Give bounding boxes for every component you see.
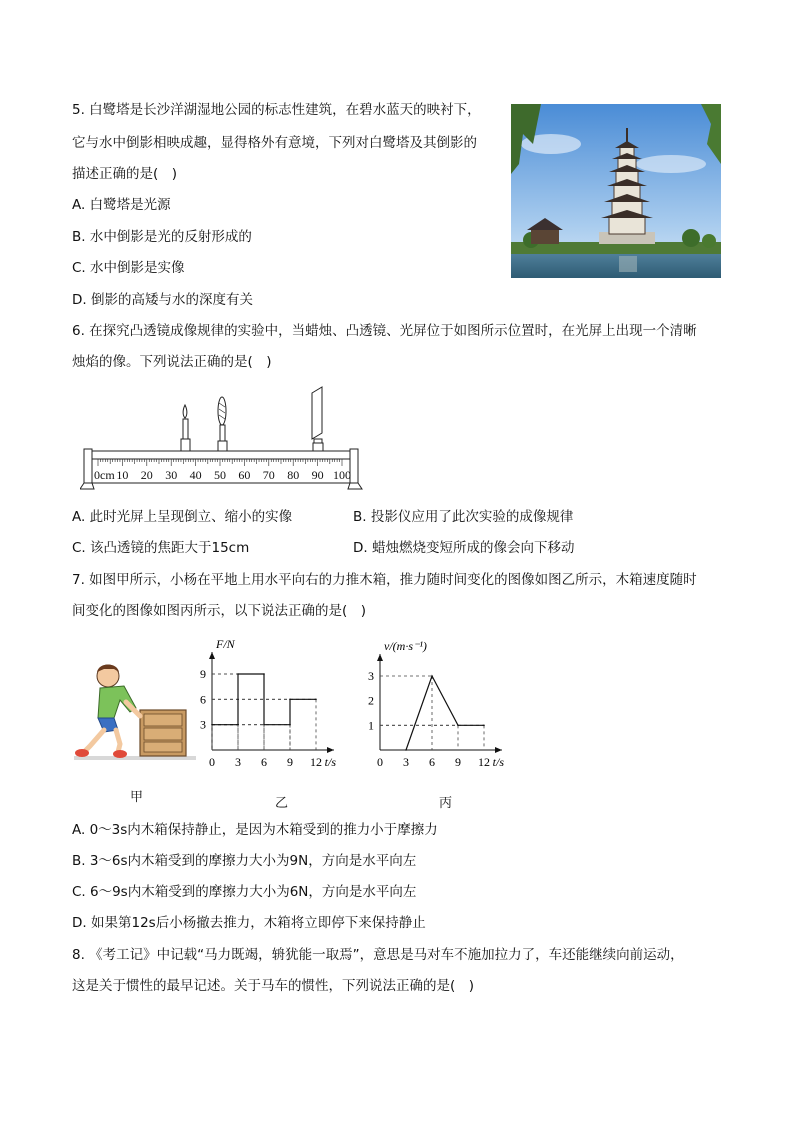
scale-label: 40 xyxy=(189,468,202,482)
figure-caption-yi: 乙 xyxy=(275,796,289,811)
data-point xyxy=(263,724,265,726)
y-tick-label: 6 xyxy=(200,692,206,707)
x-tick-label: 6 xyxy=(429,755,435,769)
data-point xyxy=(457,725,459,727)
x-tick-label: 12 xyxy=(310,755,322,769)
data-point xyxy=(431,675,433,677)
q6-option-b: B. 投影仪应用了此次实验的成像规律 xyxy=(353,509,574,525)
q7-stem-line-2: 间变化的图像如图丙所示，以下说法正确的是( ) xyxy=(72,603,367,619)
scale-label: 30 xyxy=(165,468,178,482)
q7-option-c: C. 6～9s内木箱受到的摩擦力大小为6N，方向是水平向左 xyxy=(72,884,417,900)
q6-option-a: A. 此时光屏上呈现倒立、缩小的实像 xyxy=(72,509,293,525)
y-axis-arrow xyxy=(209,652,215,659)
scale-label: 50 xyxy=(214,468,226,482)
series-line xyxy=(212,674,316,725)
y-tick-label: 3 xyxy=(200,717,206,732)
data-point xyxy=(289,724,291,726)
x-axis-arrow xyxy=(495,747,502,753)
q5-option-a: A. 白鹭塔是光源 xyxy=(72,197,171,213)
series-line xyxy=(406,676,484,750)
data-point xyxy=(483,725,485,727)
scale-label: 0cm xyxy=(94,468,115,482)
q7-option-a: A. 0～3s内木箱保持静止，是因为木箱受到的推力小于摩擦力 xyxy=(72,822,438,838)
y-tick-label: 9 xyxy=(200,667,206,681)
y-axis-title: F/N xyxy=(216,637,235,651)
pagoda-photo xyxy=(511,104,721,278)
x-tick-label: 0 xyxy=(209,755,215,769)
x-tick-label: 0 xyxy=(377,755,383,769)
q8-stem-line-2: 这是关于惯性的最早记述。关于马车的惯性，下列说法正确的是( ) xyxy=(72,978,475,994)
data-point xyxy=(237,724,239,726)
y-axis-title: v/(m·s⁻¹) xyxy=(384,639,427,653)
convex-lens xyxy=(218,397,227,451)
x-axis-title: t/s xyxy=(492,755,504,769)
data-point xyxy=(405,749,407,751)
force-time-chart xyxy=(190,628,355,776)
velocity-time-chart xyxy=(360,636,525,776)
scale-label: 100 xyxy=(333,468,351,482)
x-axis-title: t/s xyxy=(324,755,336,769)
q8-stem-line-1: 8. 《考工记》中记载“马力既竭，辀犹能一取焉”，意思是马对车不施加拉力了，车还能继续向前运动， xyxy=(72,947,684,963)
q7-option-d: D. 如果第12s后小杨撤去推力，木箱将立即停下来保持静止 xyxy=(72,915,426,931)
q5-stem-line-3: 描述正确的是( ) xyxy=(72,166,178,182)
q6-stem-line-1: 6. 在探究凸透镜成像规律的实验中，当蜡烛、凸透镜、光屏位于如图所示位置时，在光屏上出现一个清晰 xyxy=(72,323,697,339)
q7-stem-line-1: 7. 如图甲所示，小杨在平地上用水平向右的力推木箱，推力随时间变化的图像如图乙所示，木箱速度随时 xyxy=(72,572,697,588)
data-point xyxy=(315,699,317,701)
q6-option-c: C. 该凸透镜的焦距大于15cm xyxy=(72,540,250,556)
q7-option-b: B. 3～6s内木箱受到的摩擦力大小为9N，方向是水平向左 xyxy=(72,853,417,869)
scale-label: 20 xyxy=(140,468,153,482)
scale-label: 90 xyxy=(311,468,324,482)
scale-label: 70 xyxy=(262,468,275,482)
y-tick-label: 1 xyxy=(368,718,374,733)
x-tick-label: 9 xyxy=(455,755,461,769)
q5-option-b: B. 水中倒影是光的反射形成的 xyxy=(72,229,252,245)
x-axis-arrow xyxy=(327,747,334,753)
data-point xyxy=(263,673,265,675)
scale-label: 60 xyxy=(238,468,251,482)
scale-label: 10 xyxy=(116,468,129,482)
boy-pushing-box-illustration xyxy=(74,660,196,762)
data-point xyxy=(211,724,213,726)
x-tick-label: 3 xyxy=(403,755,409,769)
q5-option-c: C. 水中倒影是实像 xyxy=(72,260,185,276)
y-tick-label: 3 xyxy=(368,669,374,683)
optical-bench-figure xyxy=(80,385,365,490)
figure-caption-jia: 甲 xyxy=(130,790,144,805)
candle xyxy=(181,405,190,451)
x-tick-label: 6 xyxy=(261,755,267,769)
x-tick-label: 3 xyxy=(235,755,241,769)
scale-label: 80 xyxy=(287,468,300,482)
q5-stem-line-2: 它与水中倒影相映成趣，显得格外有意境，下列对白鹭塔及其倒影的 xyxy=(72,135,477,151)
q6-option-d: D. 蜡烛燃烧变短所成的像会向下移动 xyxy=(353,540,575,556)
q5-stem-line-1: 5. 白鹭塔是长沙洋湖湿地公园的标志性建筑，在碧水蓝天的映衬下， xyxy=(72,102,481,118)
q6-stem-line-2: 烛焰的像。下列说法正确的是( ) xyxy=(72,354,272,370)
q5-option-d: D. 倒影的高矮与水的深度有关 xyxy=(72,292,253,308)
data-point xyxy=(237,673,239,675)
x-tick-label: 12 xyxy=(478,755,490,769)
data-point xyxy=(289,699,291,701)
y-axis-arrow xyxy=(377,654,383,661)
y-tick-label: 2 xyxy=(368,693,374,708)
figure-caption-bing: 丙 xyxy=(439,796,453,811)
light-screen xyxy=(312,387,323,451)
x-tick-label: 9 xyxy=(287,755,293,769)
